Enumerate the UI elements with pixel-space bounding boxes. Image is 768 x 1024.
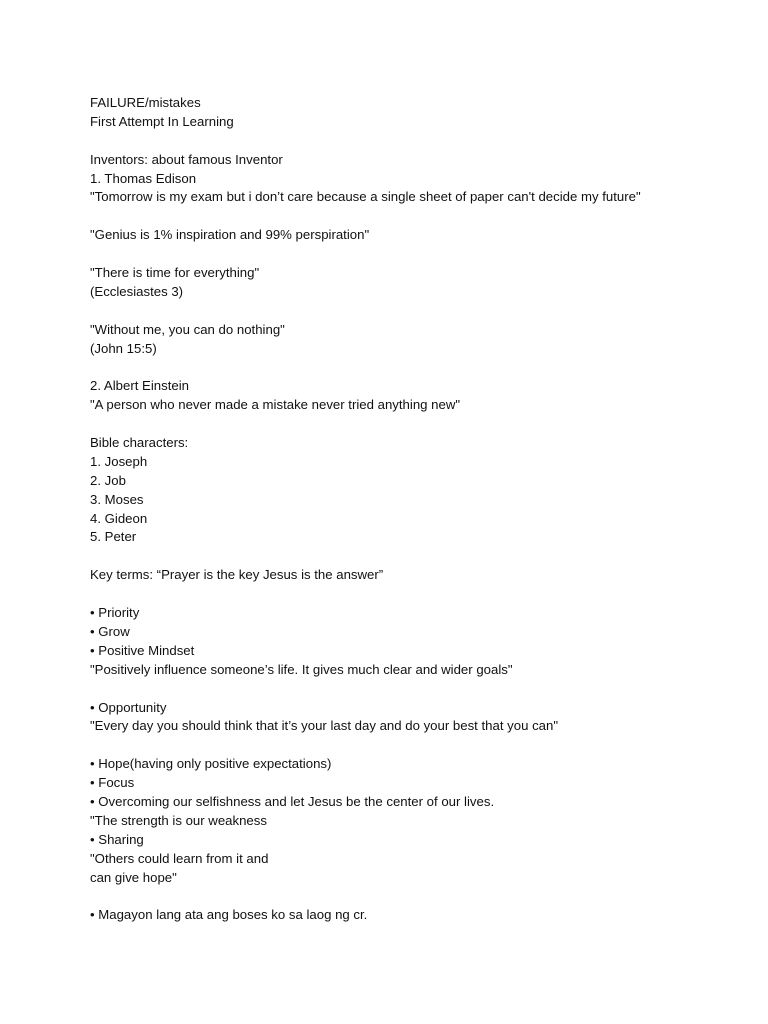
inventor-edison-name: 1. Thomas Edison [90, 170, 197, 186]
positive-mindset-quote: "Positively influence someone’s life. It gives much clear and wider goals" [90, 661, 513, 677]
sharing-quote-line: can give hope" [90, 869, 177, 885]
einstein-quote: "A person who never made a mistake never tried anything new" [90, 397, 461, 413]
document-body [90, 94, 730, 925]
blank-line [90, 207, 730, 226]
bible-item: 4. Gideon [90, 510, 148, 526]
reference-ecclesiastes: (Ecclesiastes 3) [90, 283, 184, 299]
edison-quote-exam: "Tomorrow is my exam but i don’t care because a single sheet of paper can't decide my future" [90, 189, 641, 205]
opportunity-quote: "Every day you should think that it’s your last day and do your best that you can" [90, 718, 559, 734]
bullet-item: • Hope(having only positive expectations) [90, 756, 332, 772]
bible-item: 5. Peter [90, 529, 137, 545]
edison-quote-genius: "Genius is 1% inspiration and 99% perspiration" [90, 227, 370, 243]
blank-line [90, 585, 730, 604]
bullet-item: • Overcoming our selfishness and let Jesus be the center of our lives. [90, 793, 495, 809]
strength-quote: "The strength is our weakness [90, 812, 267, 828]
document-subtitle: First Attempt In Learning [90, 113, 234, 129]
blank-line [90, 736, 730, 755]
blank-line [90, 358, 730, 377]
key-terms-heading: Key terms: “Prayer is the key Jesus is the answer” [90, 567, 384, 583]
blank-line [90, 245, 730, 264]
blank-line [90, 302, 730, 321]
blank-line [90, 132, 730, 151]
bullet-item: • Magayon lang ata ang boses ko sa laog ng cr. [90, 907, 368, 923]
bullet-item: • Grow [90, 623, 130, 639]
inventors-heading: Inventors: about famous Inventor [90, 151, 283, 167]
bullet-item: • Sharing [90, 831, 144, 847]
bullet-item: • Opportunity [90, 699, 167, 715]
document-title: FAILURE/mistakes [90, 95, 201, 110]
bible-item: 3. Moses [90, 491, 144, 507]
inventor-einstein-name: 2. Albert Einstein [90, 378, 189, 394]
bullet-item: • Positive Mindset [90, 642, 195, 658]
bullet-item: • Priority [90, 605, 140, 621]
sharing-quote-line: "Others could learn from it and [90, 850, 269, 866]
reference-john: (John 15:5) [90, 340, 157, 356]
bible-item: 2. Job [90, 472, 126, 488]
blank-line [90, 680, 730, 699]
bullet-item: • Focus [90, 775, 135, 791]
bible-heading: Bible characters: [90, 435, 189, 451]
quote-without-me: "Without me, you can do nothing" [90, 321, 285, 337]
blank-line [90, 415, 730, 434]
quote-time-for-everything: "There is time for everything" [90, 265, 260, 281]
blank-line [90, 887, 730, 906]
bible-item: 1. Joseph [90, 453, 148, 469]
blank-line [90, 547, 730, 566]
